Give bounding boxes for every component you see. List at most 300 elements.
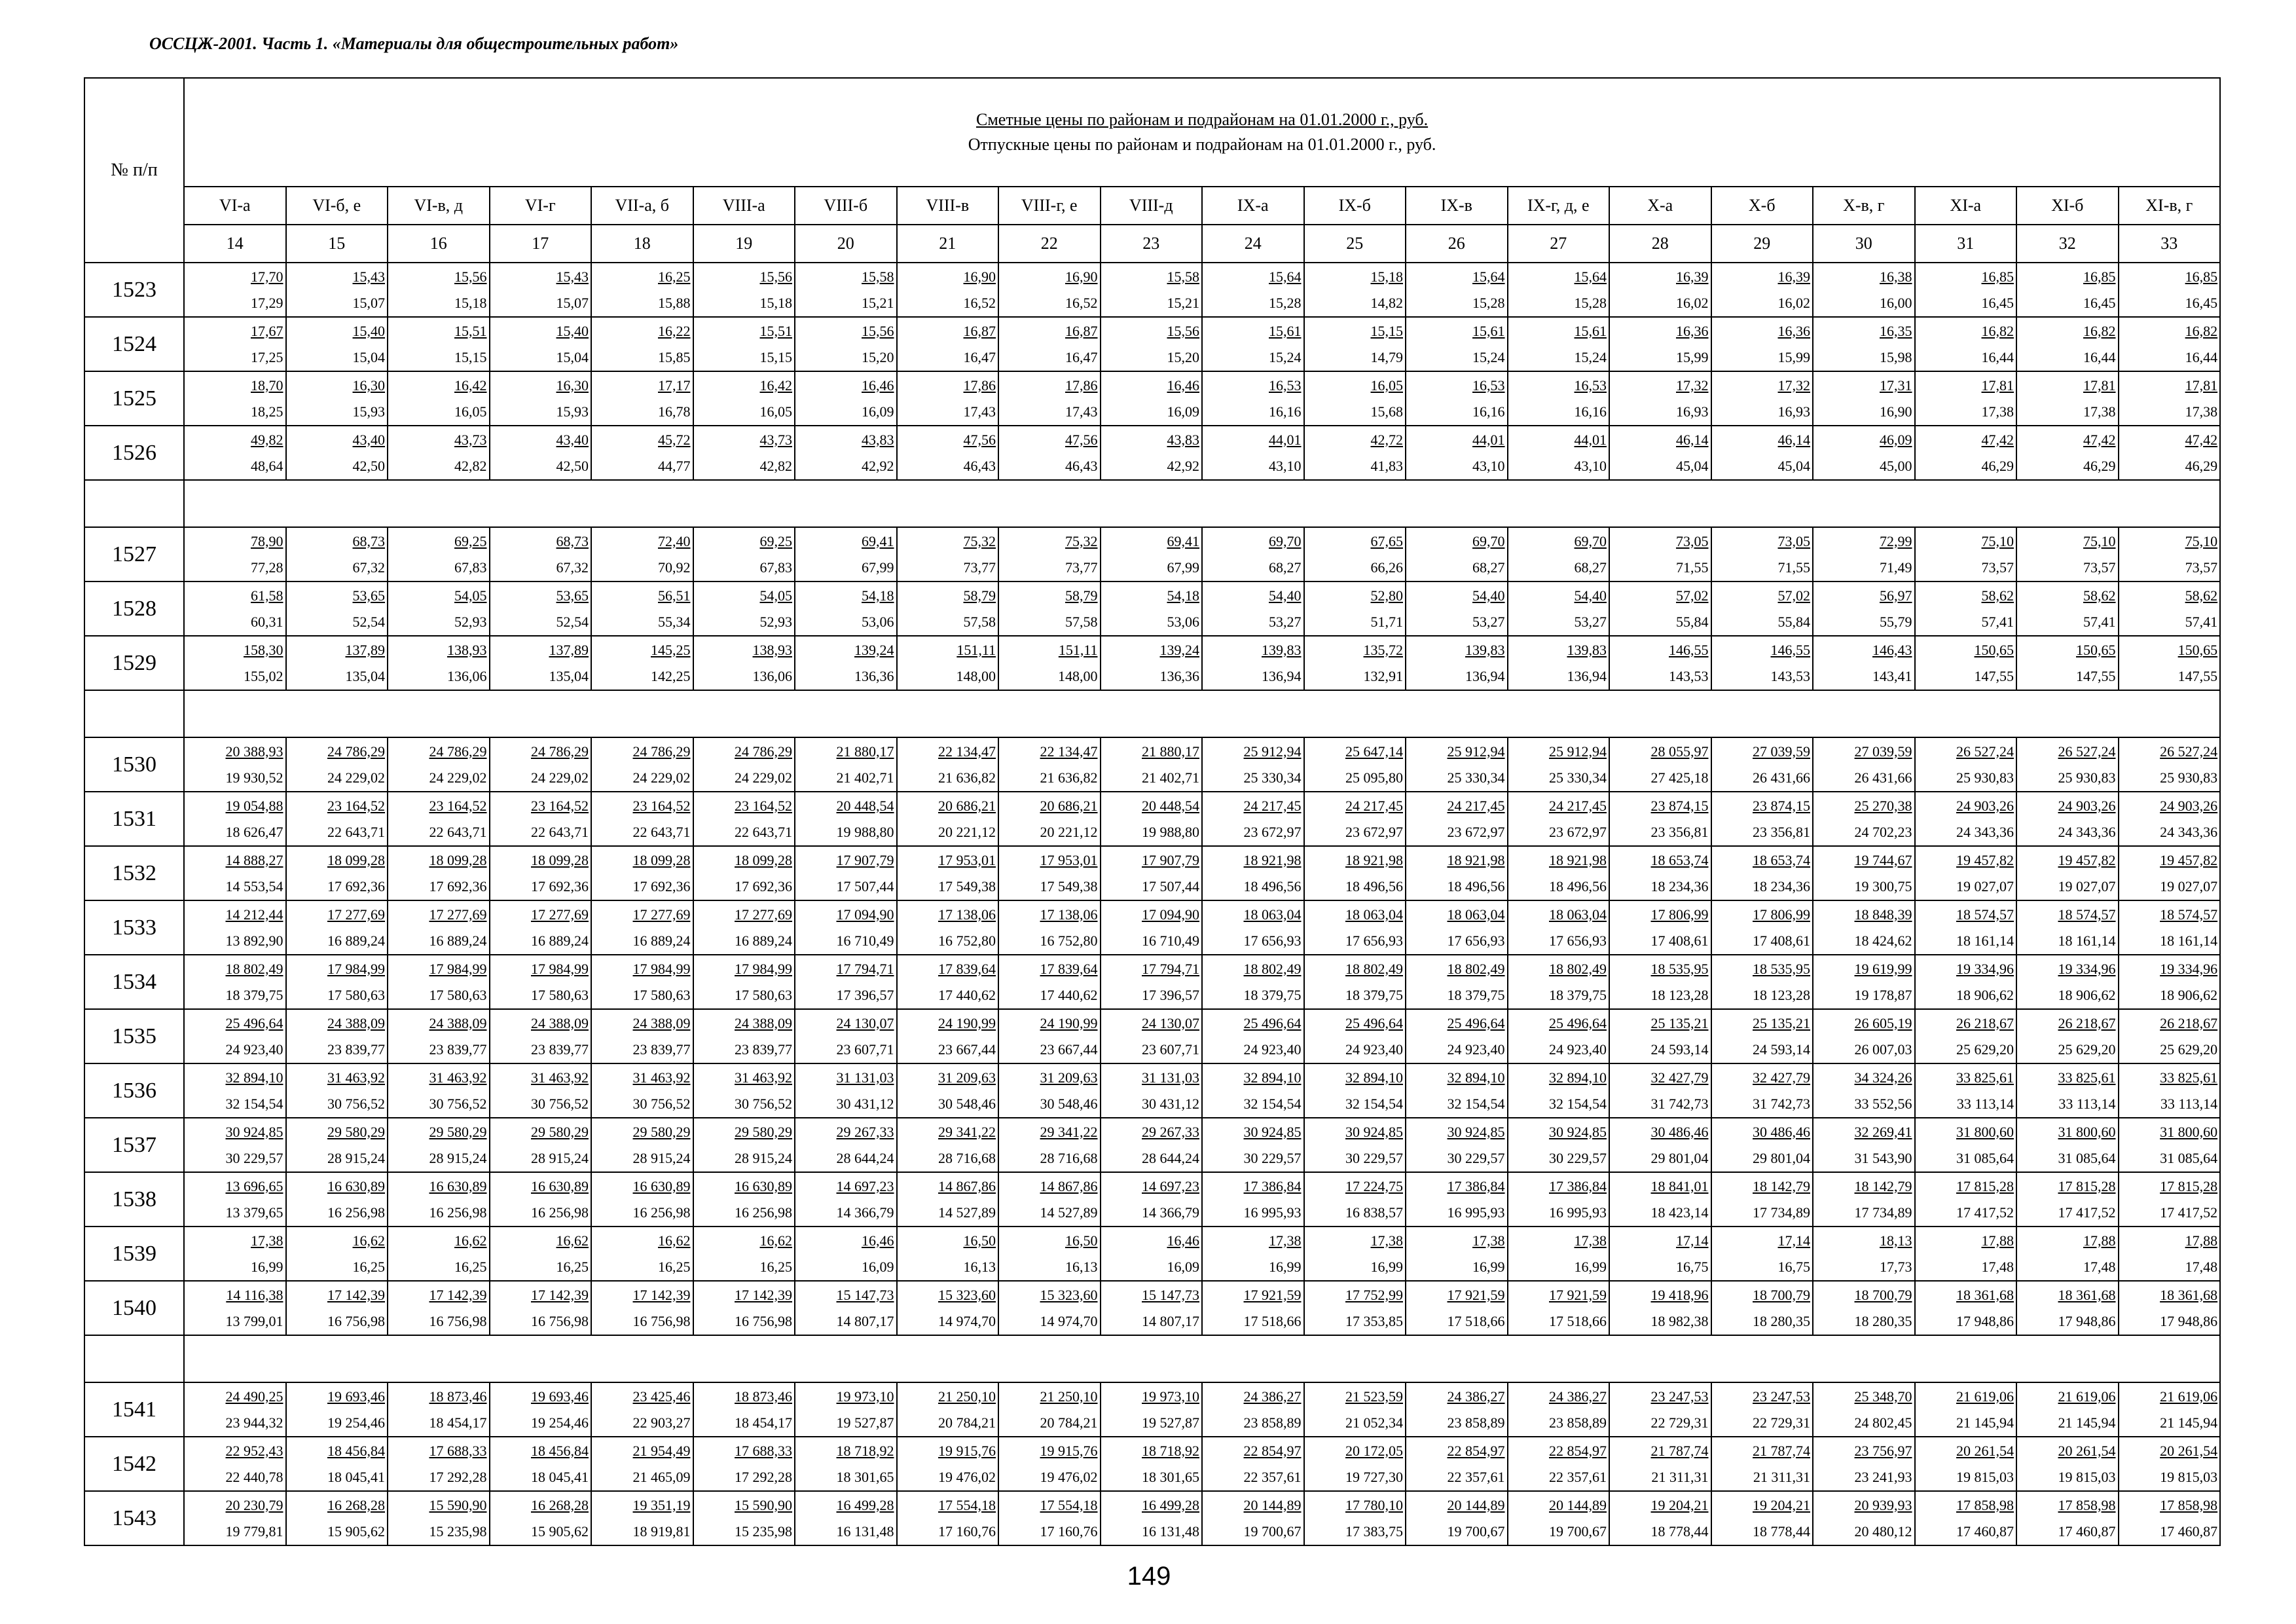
release-price: 148,00 (1058, 667, 1098, 684)
estimated-price: 18,70 (251, 377, 283, 394)
release-price: 17 417,52 (2058, 1204, 2116, 1221)
estimated-price: 43,40 (352, 431, 385, 448)
estimated-price: 146,43 (1872, 641, 1912, 658)
price-cell (1304, 317, 1406, 371)
estimated-price: 18 718,92 (1142, 1442, 1199, 1459)
release-price: 30 229,57 (225, 1149, 283, 1166)
estimated-price: 20 686,21 (938, 797, 996, 814)
price-cell (1609, 900, 1711, 955)
estimated-price: 138,93 (447, 641, 487, 658)
release-price: 15,93 (556, 403, 589, 420)
estimated-price: 139,83 (1465, 641, 1505, 658)
estimated-price: 54,40 (1472, 587, 1505, 604)
price-cell (184, 1437, 286, 1491)
price-cell (184, 737, 286, 792)
estimated-price: 47,42 (2185, 431, 2218, 448)
estimated-price: 20 261,54 (1956, 1442, 2014, 1459)
release-price: 16 710,49 (1142, 932, 1199, 949)
estimated-price: 14 888,27 (225, 851, 283, 868)
release-price: 21 145,94 (2160, 1414, 2218, 1431)
price-cell (286, 900, 388, 955)
release-price: 18 423,14 (1650, 1204, 1709, 1221)
estimated-price: 31 463,92 (735, 1069, 792, 1086)
estimated-price: 21 250,10 (1040, 1388, 1098, 1405)
estimated-price: 16,53 (1574, 377, 1607, 394)
release-price: 21 402,71 (836, 769, 894, 786)
price-cell (1915, 1009, 2017, 1063)
release-price: 16 756,98 (327, 1312, 385, 1329)
price-cell (1711, 1437, 1813, 1491)
release-price: 23 241,93 (1854, 1468, 1912, 1485)
release-price: 15,88 (658, 294, 691, 311)
estimated-price: 24 386,27 (1243, 1388, 1302, 1405)
price-cell (2119, 1382, 2221, 1437)
release-price: 67,83 (454, 559, 487, 576)
estimated-price: 31 209,63 (1040, 1069, 1098, 1086)
release-price: 19 027,07 (2160, 877, 2218, 895)
estimated-price: 18 574,57 (2058, 906, 2116, 923)
price-cell (1813, 426, 1915, 480)
estimated-price: 31 463,92 (429, 1069, 487, 1086)
row-number: 1523 (84, 263, 184, 317)
release-price: 68,27 (1269, 559, 1302, 576)
price-cell (1508, 581, 1610, 636)
estimated-price: 17 984,99 (531, 960, 589, 977)
release-price: 28 644,24 (836, 1149, 894, 1166)
release-price: 19 254,46 (531, 1414, 589, 1431)
release-price: 17 580,63 (429, 986, 487, 1003)
price-cell (897, 1491, 999, 1545)
estimated-price: 19 619,99 (1854, 960, 1912, 977)
release-price: 57,41 (2083, 613, 2116, 630)
release-price: 21 636,82 (1040, 769, 1098, 786)
release-price: 21 145,94 (2058, 1414, 2116, 1431)
estimated-price: 78,90 (251, 532, 283, 549)
release-price: 73,57 (2083, 559, 2116, 576)
estimated-price: 26 218,67 (1956, 1014, 2014, 1031)
release-price: 17 692,36 (531, 877, 589, 895)
price-cell (1609, 737, 1711, 792)
price-cell (1406, 426, 1508, 480)
release-price: 57,41 (2185, 613, 2218, 630)
price-cell (897, 581, 999, 636)
section-separator-row (84, 480, 2220, 527)
release-price: 23 667,44 (1040, 1041, 1098, 1058)
estimated-price: 17 142,39 (429, 1286, 487, 1303)
price-cell (897, 263, 999, 317)
price-cell (897, 1382, 999, 1437)
row-number: 1543 (84, 1491, 184, 1545)
region-header: VII-а, б (591, 187, 693, 225)
estimated-price: 75,32 (1065, 532, 1098, 549)
column-number: 21 (897, 225, 999, 263)
estimated-price: 29 580,29 (429, 1123, 487, 1140)
release-price: 28 915,24 (735, 1149, 792, 1166)
release-price: 42,82 (759, 457, 792, 474)
price-cell (490, 846, 592, 900)
estimated-price: 15,64 (1269, 268, 1302, 285)
column-number: 31 (1915, 225, 2017, 263)
release-price: 53,27 (1269, 613, 1302, 630)
price-cell (2016, 792, 2119, 846)
estimated-price: 33 825,61 (2058, 1069, 2116, 1086)
estimated-price: 18 873,46 (429, 1388, 487, 1405)
release-price: 135,04 (549, 667, 589, 684)
release-price: 41,83 (1370, 457, 1403, 474)
price-cell (1508, 1437, 1610, 1491)
row-number: 1527 (84, 527, 184, 581)
price-cell (184, 1491, 286, 1545)
region-header: IX-б (1304, 187, 1406, 225)
release-price: 18 778,44 (1650, 1522, 1709, 1540)
price-cell (1711, 1063, 1813, 1118)
release-price: 17 692,36 (429, 877, 487, 895)
section-separator-row (84, 1335, 2220, 1382)
row-number: 1537 (84, 1118, 184, 1172)
price-cell (1304, 1009, 1406, 1063)
release-price: 24 229,02 (327, 769, 385, 786)
price-cell (1711, 426, 1813, 480)
estimated-price: 23 164,52 (531, 797, 589, 814)
price-cell (1406, 1063, 1508, 1118)
estimated-price: 17 921,59 (1549, 1286, 1607, 1303)
table-row (84, 1227, 2220, 1281)
region-header: X-б (1711, 187, 1813, 225)
estimated-price: 139,24 (854, 641, 894, 658)
release-price: 18 496,56 (1549, 877, 1607, 895)
release-price: 17,38 (2083, 403, 2116, 420)
release-price: 15,07 (556, 294, 589, 311)
estimated-price: 26 605,19 (1854, 1014, 1912, 1031)
release-price: 17 518,66 (1447, 1312, 1505, 1329)
estimated-price: 16,82 (1981, 322, 2014, 339)
price-cell (1915, 1172, 2017, 1227)
estimated-price: 17 277,69 (429, 906, 487, 923)
estimated-price: 24 786,29 (429, 743, 487, 760)
price-cell (2016, 1063, 2119, 1118)
release-price: 15,24 (1269, 348, 1302, 365)
price-cell (693, 527, 795, 581)
price-cell (184, 1172, 286, 1227)
estimated-price: 18 456,84 (531, 1442, 589, 1459)
estimated-price: 25 135,21 (1753, 1014, 1810, 1031)
release-price: 31 085,64 (2058, 1149, 2116, 1166)
price-cell (591, 1227, 693, 1281)
price-cell (388, 1437, 490, 1491)
region-header: VIII-д (1101, 187, 1203, 225)
release-price: 16,16 (1269, 403, 1302, 420)
price-cell (795, 1009, 897, 1063)
price-cell (1202, 737, 1304, 792)
price-cell (1609, 955, 1711, 1009)
release-price: 17 440,62 (938, 986, 996, 1003)
estimated-price: 16 630,89 (429, 1177, 487, 1194)
separator-cell (184, 1335, 2220, 1382)
estimated-price: 31 463,92 (531, 1069, 589, 1086)
release-price: 23 839,77 (327, 1041, 385, 1058)
price-cell (1609, 636, 1711, 690)
price-cell (1304, 1382, 1406, 1437)
price-cell (1304, 1118, 1406, 1172)
estimated-price: 24 217,45 (1243, 797, 1302, 814)
estimated-price: 24 217,45 (1447, 797, 1505, 814)
estimated-price: 17 688,33 (735, 1442, 792, 1459)
release-price: 16,45 (2083, 294, 2116, 311)
release-price: 17 518,66 (1243, 1312, 1302, 1329)
price-cell (1101, 1172, 1203, 1227)
price-cell (1508, 792, 1610, 846)
release-price: 16 889,24 (327, 932, 385, 949)
release-price: 16 256,98 (531, 1204, 589, 1221)
estimated-price: 17 752,99 (1345, 1286, 1403, 1303)
price-cell (897, 737, 999, 792)
estimated-price: 26 527,24 (2160, 743, 2218, 760)
price-cell (897, 1009, 999, 1063)
price-cell (693, 1172, 795, 1227)
price-cell (795, 317, 897, 371)
price-cell (2016, 1281, 2119, 1335)
estimated-price: 69,25 (759, 532, 792, 549)
estimated-price: 19 915,76 (938, 1442, 996, 1459)
estimated-price: 75,10 (1981, 532, 2014, 549)
estimated-price: 24 490,25 (225, 1388, 283, 1405)
release-price: 33 552,56 (1854, 1095, 1912, 1112)
estimated-price: 15,18 (1370, 268, 1403, 285)
estimated-price: 21 787,74 (1753, 1442, 1810, 1459)
price-cell (1508, 846, 1610, 900)
estimated-price: 31 800,60 (1956, 1123, 2014, 1140)
price-cell (388, 1491, 490, 1545)
estimated-price: 158,30 (244, 641, 283, 658)
estimated-price: 31 463,92 (327, 1069, 385, 1086)
release-price: 24 229,02 (735, 769, 792, 786)
estimated-price: 24 903,26 (1956, 797, 2014, 814)
price-cell (490, 1063, 592, 1118)
estimated-price: 15,43 (556, 268, 589, 285)
release-price: 16 256,98 (632, 1204, 691, 1221)
estimated-price: 22 134,47 (1040, 743, 1098, 760)
release-price: 15,21 (862, 294, 894, 311)
price-cell (795, 263, 897, 317)
release-price: 16,13 (1065, 1258, 1098, 1275)
estimated-price: 17,38 (1574, 1232, 1607, 1249)
estimated-price: 17,38 (1269, 1232, 1302, 1249)
release-price: 14,79 (1370, 348, 1403, 365)
price-cell (1813, 1227, 1915, 1281)
estimated-price: 17 688,33 (429, 1442, 487, 1459)
estimated-price: 15,61 (1574, 322, 1607, 339)
price-cell (1202, 1281, 1304, 1335)
estimated-price: 30 924,85 (1447, 1123, 1505, 1140)
release-price: 16,47 (963, 348, 996, 365)
estimated-price: 15 323,60 (938, 1286, 996, 1303)
release-price: 29 801,04 (1650, 1149, 1709, 1166)
row-number: 1538 (84, 1172, 184, 1227)
estimated-price: 19 457,82 (2058, 851, 2116, 868)
release-price: 28 644,24 (1142, 1149, 1199, 1166)
price-cell (490, 1118, 592, 1172)
estimated-price: 14 212,44 (225, 906, 283, 923)
price-cell (998, 955, 1101, 1009)
release-price: 14 527,89 (938, 1204, 996, 1221)
release-price: 46,43 (963, 457, 996, 474)
release-price: 17 734,89 (1854, 1204, 1912, 1221)
price-cell (693, 581, 795, 636)
release-price: 16,25 (454, 1258, 487, 1275)
estimated-price: 15 590,90 (429, 1496, 487, 1513)
estimated-price: 151,11 (957, 641, 996, 658)
estimated-price: 150,65 (2076, 641, 2116, 658)
estimated-price: 18 718,92 (836, 1442, 894, 1459)
price-cell (1101, 846, 1203, 900)
release-price: 22 643,71 (429, 823, 487, 840)
price-cell (1101, 737, 1203, 792)
price-cell (1711, 527, 1813, 581)
row-number: 1532 (84, 846, 184, 900)
estimated-price: 32 894,10 (1549, 1069, 1607, 1086)
price-cell (795, 1437, 897, 1491)
estimated-price: 21 619,06 (2160, 1388, 2218, 1405)
release-price: 155,02 (244, 667, 283, 684)
price-cell (184, 846, 286, 900)
release-price: 25 330,34 (1447, 769, 1505, 786)
price-cell (286, 371, 388, 426)
release-price: 23 356,81 (1650, 823, 1709, 840)
estimated-price: 16,42 (454, 377, 487, 394)
price-cell (490, 737, 592, 792)
release-price: 67,99 (862, 559, 894, 576)
estimated-price: 16,50 (1065, 1232, 1098, 1249)
price-cell (998, 846, 1101, 900)
price-cell (1813, 1437, 1915, 1491)
estimated-price: 16,30 (352, 377, 385, 394)
price-cell (1202, 1491, 1304, 1545)
release-price: 30 756,52 (531, 1095, 589, 1112)
table-row (84, 792, 2220, 846)
estimated-price: 24 388,09 (327, 1014, 385, 1031)
release-price: 53,06 (1167, 613, 1199, 630)
price-cell (1202, 371, 1304, 426)
release-price: 28 915,24 (632, 1149, 691, 1166)
release-price: 24 343,36 (1956, 823, 2014, 840)
release-price: 23 667,44 (938, 1041, 996, 1058)
release-price: 19 527,87 (1142, 1414, 1199, 1431)
price-cell (897, 955, 999, 1009)
price-cell (388, 737, 490, 792)
row-number: 1524 (84, 317, 184, 371)
price-cell (693, 1063, 795, 1118)
column-number: 19 (693, 225, 795, 263)
estimated-price: 17,81 (2185, 377, 2218, 394)
table-row (84, 263, 2220, 317)
region-header: VI-а (184, 187, 286, 225)
release-price: 18 982,38 (1650, 1312, 1709, 1329)
release-price: 52,54 (352, 613, 385, 630)
price-cell (998, 1437, 1101, 1491)
column-number: 32 (2016, 225, 2119, 263)
table-row (84, 581, 2220, 636)
price-cell (1508, 1009, 1610, 1063)
price-cell (998, 737, 1101, 792)
estimated-price: 17 794,71 (1142, 960, 1199, 977)
estimated-price: 19 204,21 (1753, 1496, 1810, 1513)
estimated-prices-title: Сметные цены по районам и подрайонам на 01.01.2000 г., руб. (975, 110, 1429, 129)
price-cell (1202, 581, 1304, 636)
release-price: 32 154,54 (225, 1095, 283, 1112)
release-price: 17 292,28 (735, 1468, 792, 1485)
estimated-price: 15,51 (454, 322, 487, 339)
estimated-price: 19 418,96 (1650, 1286, 1709, 1303)
estimated-price: 145,25 (651, 641, 691, 658)
estimated-price: 23 164,52 (429, 797, 487, 814)
release-price: 19 700,67 (1549, 1522, 1607, 1540)
release-price: 42,92 (1167, 457, 1199, 474)
price-cell (1609, 792, 1711, 846)
price-cell (693, 737, 795, 792)
release-price: 66,26 (1370, 559, 1403, 576)
release-price: 16,25 (556, 1258, 589, 1275)
price-cell (998, 581, 1101, 636)
separator-cell (84, 480, 184, 527)
estimated-price: 16,85 (2185, 268, 2218, 285)
estimated-price: 17 142,39 (531, 1286, 589, 1303)
price-cell (1304, 1063, 1406, 1118)
release-price: 18 234,36 (1753, 877, 1810, 895)
release-price: 57,41 (1981, 613, 2014, 630)
price-cell (490, 636, 592, 690)
estimated-price: 68,73 (556, 532, 589, 549)
price-cell (998, 1009, 1101, 1063)
release-price: 16 131,48 (836, 1522, 894, 1540)
release-price: 23 672,97 (1447, 823, 1505, 840)
estimated-price: 15,15 (1370, 322, 1403, 339)
price-cell (1508, 527, 1610, 581)
estimated-price: 54,40 (1574, 587, 1607, 604)
price-cell (591, 900, 693, 955)
price-cell (1915, 792, 2017, 846)
price-cell (2016, 581, 2119, 636)
estimated-price: 29 267,33 (836, 1123, 894, 1140)
estimated-price: 25 912,94 (1549, 743, 1607, 760)
estimated-price: 32 894,10 (225, 1069, 283, 1086)
release-price: 17 396,57 (836, 986, 894, 1003)
release-price: 53,06 (862, 613, 894, 630)
estimated-price: 19 457,82 (1956, 851, 2014, 868)
price-cell (998, 263, 1101, 317)
estimated-price: 16,46 (1167, 377, 1199, 394)
price-cell (490, 317, 592, 371)
release-price: 15,21 (1167, 294, 1199, 311)
estimated-price: 24 217,45 (1345, 797, 1403, 814)
price-cell (2119, 1281, 2221, 1335)
price-cell (1508, 737, 1610, 792)
release-price: 26 431,66 (1854, 769, 1912, 786)
price-cell (1711, 1227, 1813, 1281)
estimated-price: 18 700,79 (1753, 1286, 1810, 1303)
release-price: 17 734,89 (1753, 1204, 1810, 1221)
release-price: 16 256,98 (429, 1204, 487, 1221)
price-cell (388, 527, 490, 581)
price-cell (1609, 1009, 1711, 1063)
release-price: 16 756,98 (735, 1312, 792, 1329)
price-cell (388, 636, 490, 690)
estimated-price: 17 953,01 (938, 851, 996, 868)
price-cell (998, 317, 1101, 371)
estimated-price: 15,61 (1269, 322, 1302, 339)
release-price: 136,94 (1567, 667, 1607, 684)
estimated-price: 18 921,98 (1345, 851, 1403, 868)
price-cell (184, 263, 286, 317)
